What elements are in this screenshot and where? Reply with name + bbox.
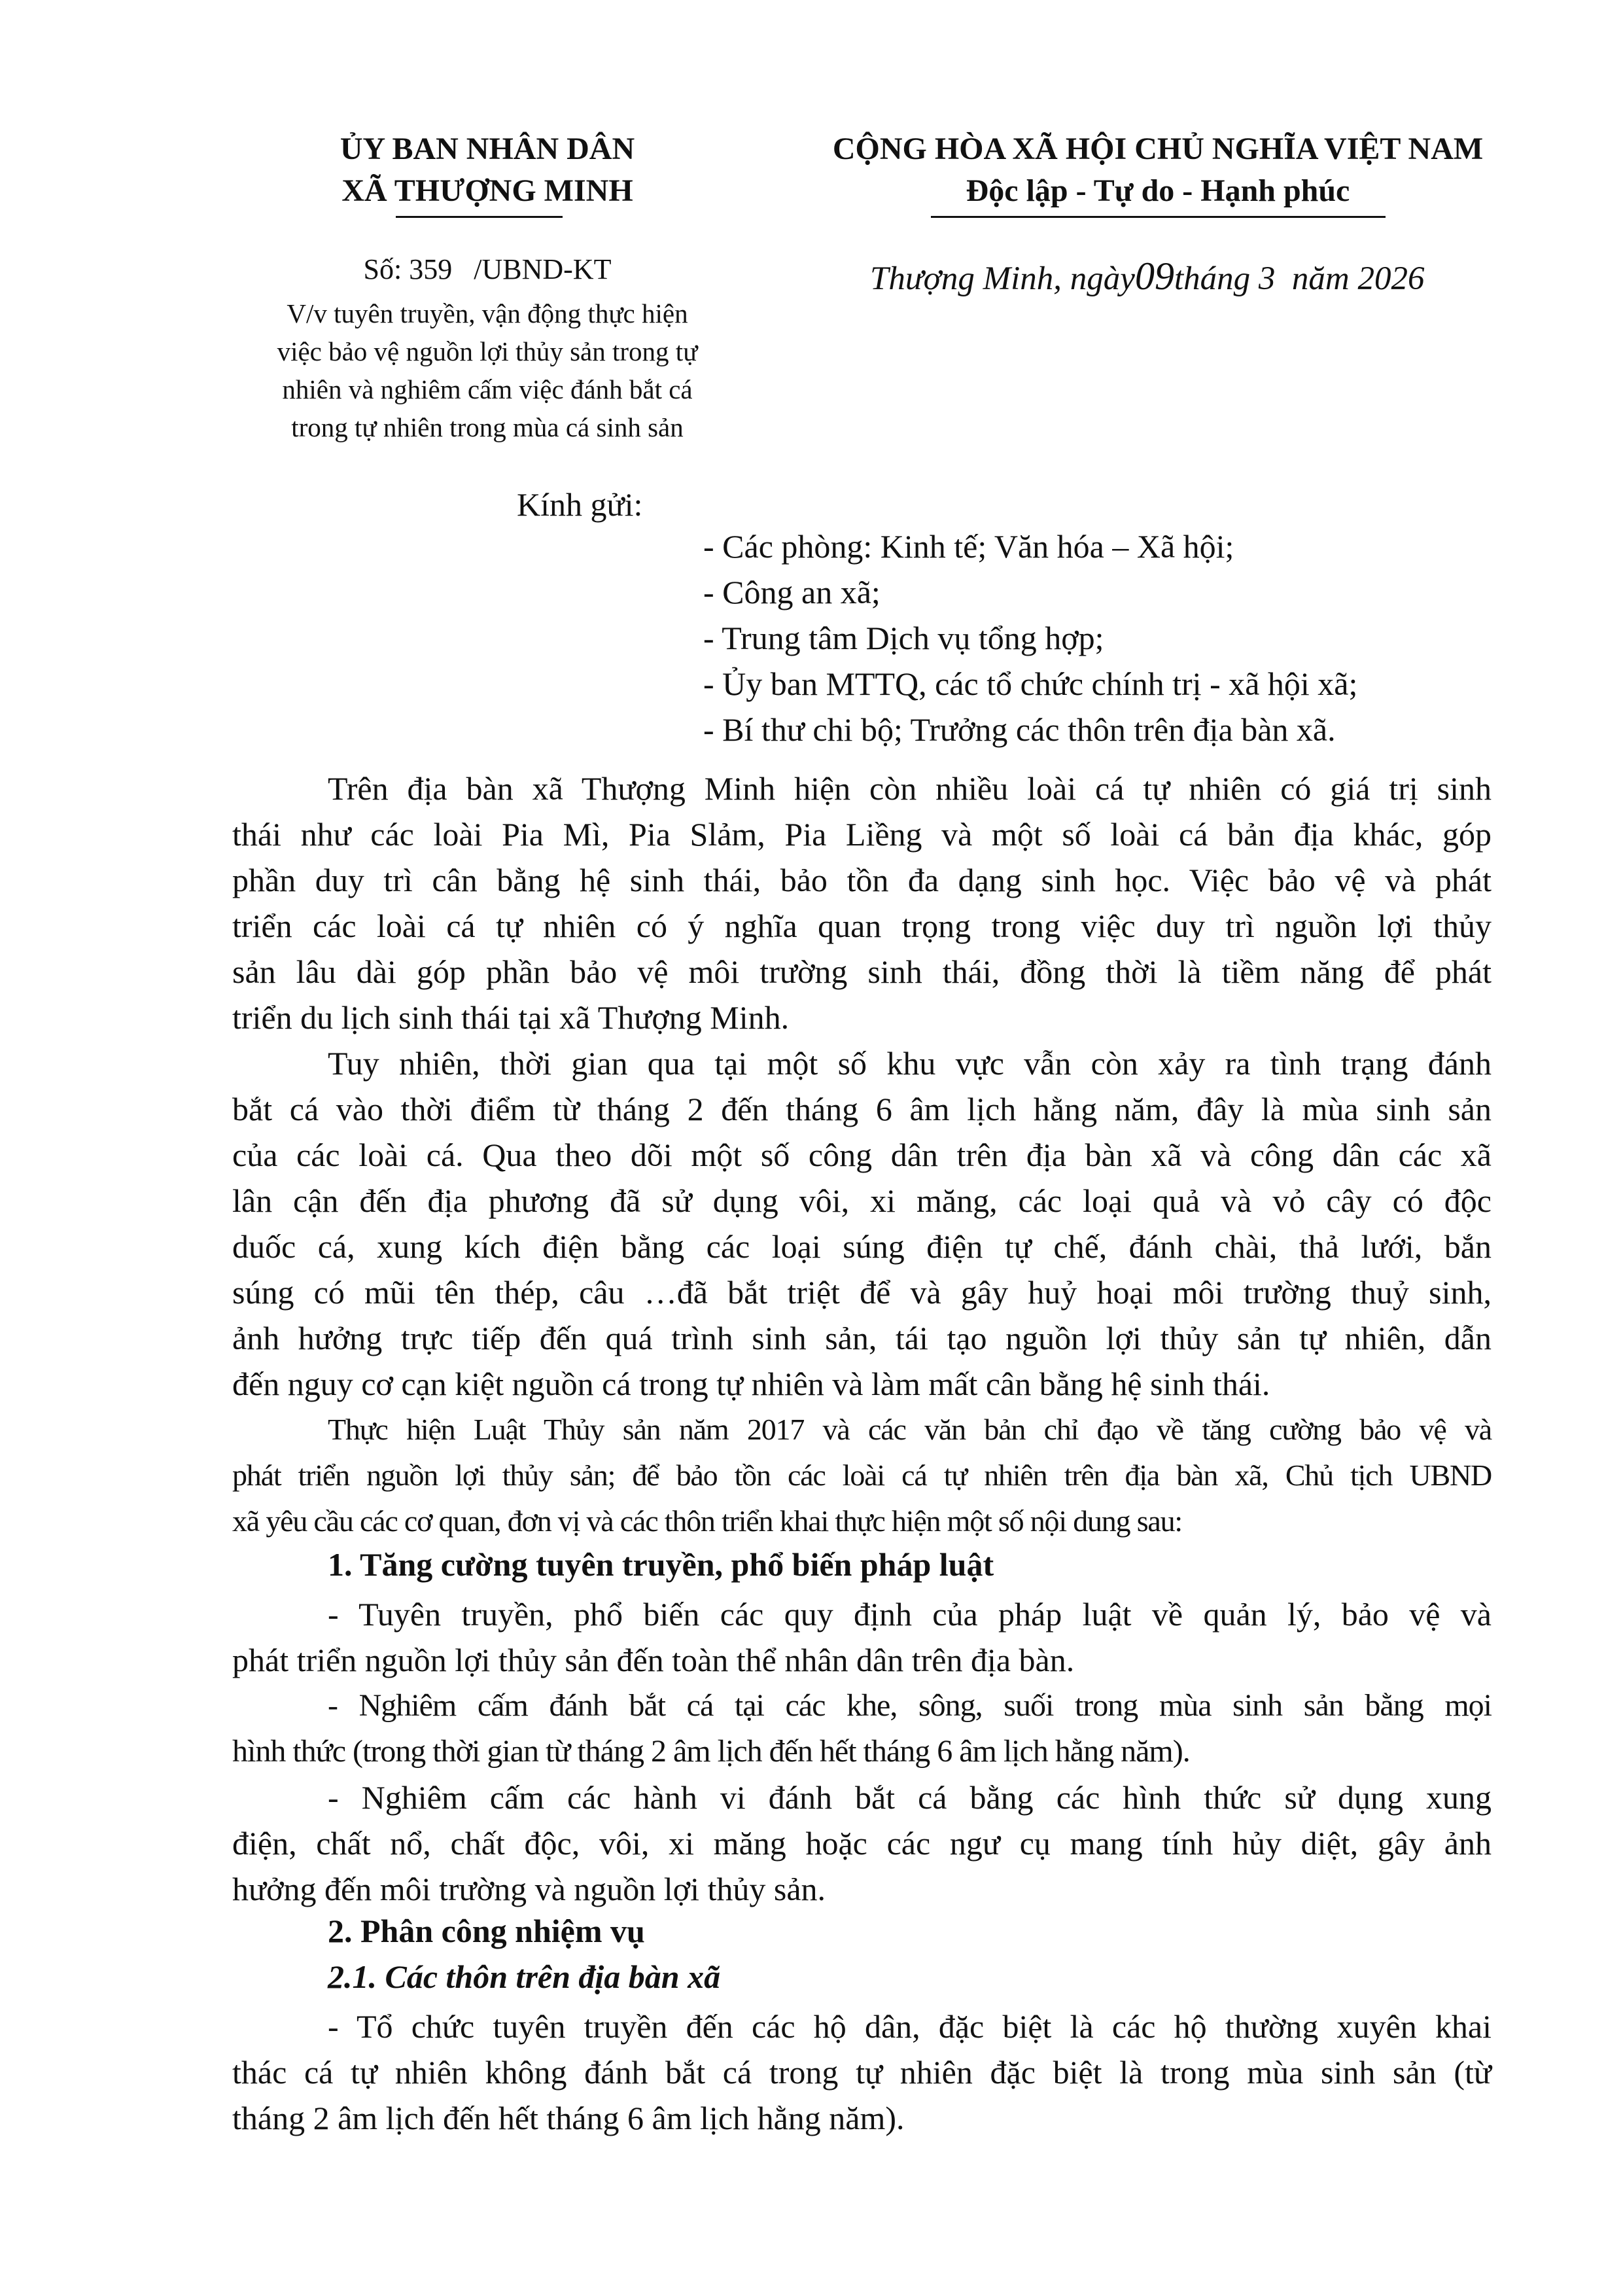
text-line: phát triển nguồn lợi thủy sản; để bảo tồn các loài cá tự nhiên trên địa bàn xã, Chủ tịch UBND (232, 1458, 1492, 1492)
subject-line: V/v tuyên truyền, vận động thực hiện (287, 298, 688, 328)
text-line: tháng 2 âm lịch đến hết tháng 6 âm lịch hằng năm). (232, 2100, 905, 2136)
text-line: điện, chất nổ, chất độc, vôi, xi măng hoặc các ngư cụ mang tính hủy diệt, gây ảnh (232, 1825, 1492, 1862)
text-line: thái như các loài Pia Mì, Pia Slảm, Pia Liềng và một số loài cá bản địa khác, góp (232, 816, 1492, 853)
bullet-village-tasks (232, 2004, 1492, 2141)
text-line: - Nghiêm cấm các hành vi đánh bắt cá bằng các hình thức sử dụng xung (328, 1779, 1492, 1816)
text-line: hình thức (trong thời gian từ tháng 2 âm lịch đến hết tháng 6 âm lịch hằng năm). (232, 1734, 1190, 1769)
org-name-line1: ỦY BAN NHÂN DÂN (340, 132, 635, 166)
bullet-ban-methods (232, 1775, 1492, 1912)
nation-title: CỘNG HÒA XÃ HỘI CHỦ NGHĨA VIỆT NAM (832, 132, 1484, 166)
section-heading-1: 1. Tăng cường tuyên truyền, phổ biến pháp luật (328, 1546, 994, 1583)
org-name-line2: XÃ THƯỢNG MINH (341, 173, 633, 208)
recipient-item: - Trung tâm Dịch vụ tổng hợp; (703, 620, 1104, 656)
bullet-ban-season (232, 1683, 1492, 1775)
section-heading-2-1: 2.1. Các thôn trên địa bàn xã (328, 1958, 721, 1995)
text-line: đến nguy cơ cạn kiệt nguồn cá trong tự nhiên và làm mất cân bằng hệ sinh thái. (232, 1366, 1270, 1402)
text-line: xã yêu cầu các cơ quan, đơn vị và các thôn triển khai thực hiện một số nội dung sau: (232, 1504, 1182, 1538)
text-line: súng có mũi tên thép, câu …đã bắt triệt để và gây huỷ hoại môi trường thuỷ sinh, (232, 1274, 1492, 1311)
text-line: phần duy trì cân bằng hệ sinh thái, bảo tồn đa dạng sinh học. Việc bảo vệ và phát (232, 862, 1492, 898)
text-line: phát triển nguồn lợi thủy sản đến toàn thể nhân dân trên địa bàn. (232, 1642, 1075, 1678)
text-line: sản lâu dài góp phần bảo vệ môi trường sinh thái, đồng thời là tiềm năng để phát (232, 953, 1492, 990)
text-line: thác cá tự nhiên không đánh bắt cá trong tự nhiên đặc biệt là trong mùa sinh sản (từ (232, 2054, 1492, 2091)
text-line: triển du lịch sinh thái tại xã Thượng Minh. (232, 999, 790, 1036)
paragraph-directive (232, 1407, 1492, 1544)
text-line: Tuy nhiên, thời gian qua tại một số khu vực vẫn còn xảy ra tình trạng đánh (328, 1045, 1492, 1082)
national-header (765, 128, 1550, 212)
bullet-propaganda (232, 1591, 1492, 1683)
text-line: ảnh hưởng trực tiếp đến quá trình sinh sản, tái tạo nguồn lợi thủy sản tự nhiên, dẫn (232, 1320, 1492, 1356)
text-line: triển các loài cá tự nhiên có ý nghĩa quan trọng trong việc duy trì nguồn lợi thủy (232, 908, 1492, 944)
document-subject (216, 294, 759, 446)
date-day: 09 (1134, 255, 1174, 298)
subject-line: nhiên và nghiêm cấm việc đánh bắt cá (282, 374, 693, 404)
place-and-date (870, 254, 1590, 299)
text-line: hưởng đến môi trường và nguồn lợi thủy sản. (232, 1871, 826, 1907)
place-date-suffix: tháng 3 năm 2026 (1174, 260, 1425, 297)
section-heading-2: 2. Phân công nhiệm vụ (328, 1913, 645, 1949)
text-line: - Tuyên truyền, phổ biến các quy định của pháp luật về quản lý, bảo vệ và (328, 1596, 1492, 1633)
recipients-label: Kính gửi: (517, 486, 643, 523)
text-line: của các loài cá. Qua theo dõi một số công dân trên địa bàn xã và công dân các xã (232, 1137, 1492, 1173)
text-line: - Nghiêm cấm đánh bắt cá tại các khe, sông, suối trong mùa sinh sản bằng mọi (328, 1688, 1492, 1723)
paragraph-problem (232, 1040, 1492, 1407)
paragraph-context (232, 766, 1492, 1040)
text-line: bắt cá vào thời điểm từ tháng 2 đến tháng 6 âm lịch hằng năm, đây là mùa sinh sản (232, 1091, 1492, 1127)
org-underline (396, 216, 563, 218)
text-line: Thực hiện Luật Thủy sản năm 2017 và các văn bản chỉ đạo về tăng cường bảo vệ và (328, 1413, 1492, 1446)
subject-line: trong tự nhiên trong mùa cá sinh sản (291, 412, 684, 442)
recipient-item: - Công an xã; (703, 574, 881, 610)
motto-underline (931, 216, 1386, 218)
recipient-item: - Bí thư chi bộ; Trưởng các thôn trên địa bàn xã. (703, 711, 1336, 748)
document-number: Số: 359 /UBND-KT (363, 253, 612, 285)
recipient-item: - Các phòng: Kinh tế; Văn hóa – Xã hội; (703, 528, 1234, 565)
recipients-list (703, 523, 1357, 752)
text-line: - Tổ chức tuyên truyền đến các hộ dân, đặc biệt là các hộ thường xuyên khai (328, 2008, 1492, 2045)
text-line: lân cận đến địa phương đã sử dụng vôi, xi măng, các loại quả và vỏ cây có độc (232, 1182, 1492, 1219)
subject-line: việc bảo vệ nguồn lợi thủy sản trong tự (277, 336, 698, 366)
text-line: duốc cá, xung kích điện bằng các loại súng điện tự chế, đánh chài, thả lưới, bắn (232, 1228, 1492, 1265)
national-motto: Độc lập - Tự do - Hạnh phúc (966, 173, 1350, 208)
place-date-prefix: Thượng Minh, ngày (870, 260, 1135, 297)
text-line: Trên địa bàn xã Thượng Minh hiện còn nhiều loài cá tự nhiên có giá trị sinh (328, 770, 1492, 807)
issuing-authority (216, 128, 759, 212)
recipient-item: - Ủy ban MTTQ, các tổ chức chính trị - xã hội xã; (703, 665, 1358, 702)
